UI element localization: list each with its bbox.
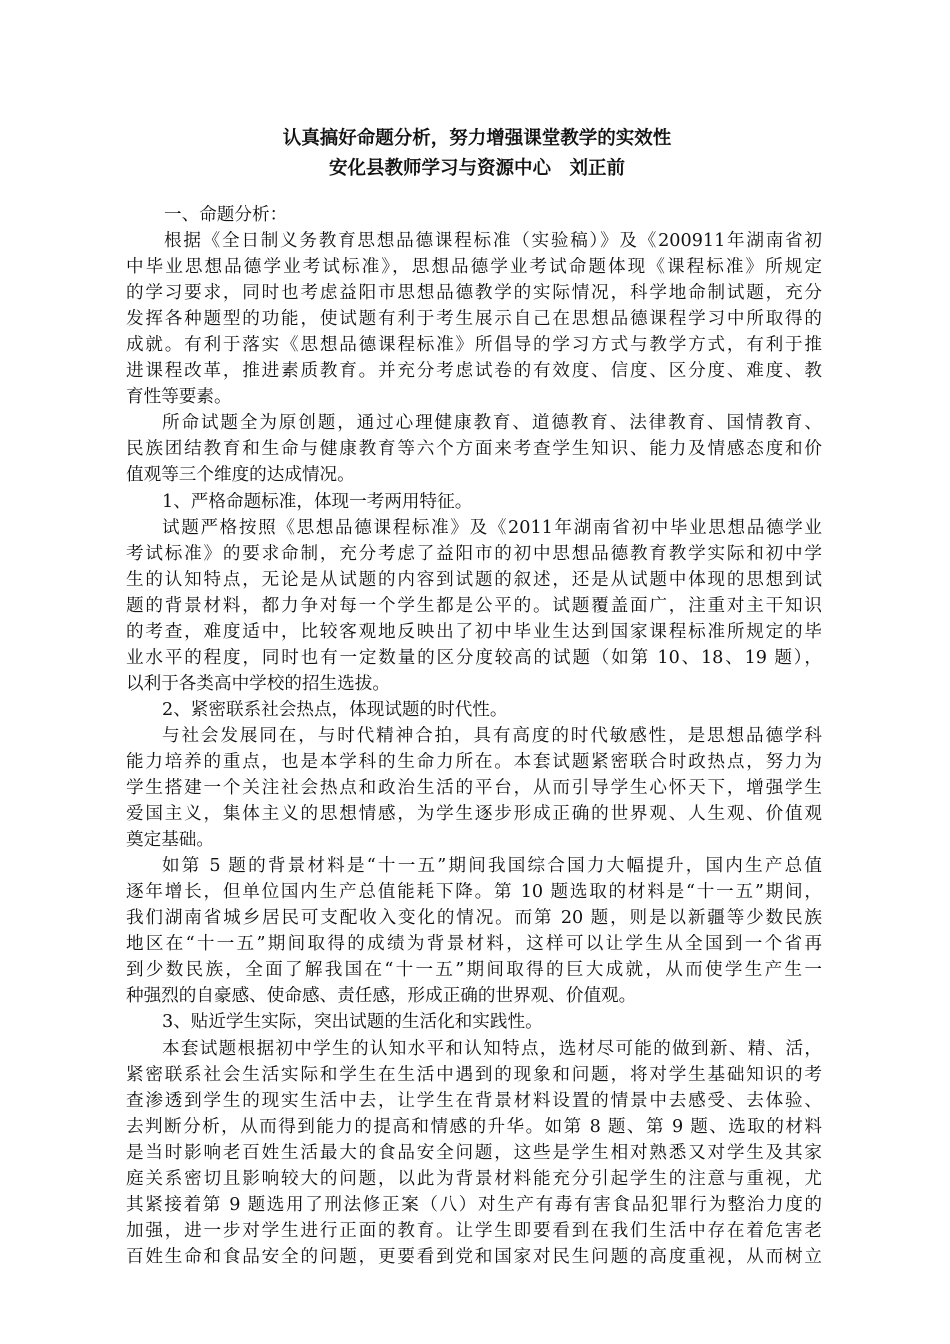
body-line: 到少数民族，全面了解我国在“十一五”期间取得的巨大成就，从而使学生产生一 <box>126 960 822 981</box>
body-text <box>126 202 822 1270</box>
body-line: 庭关系密切且影响较大的问题，以此为背景材料能充分引起学生的注意与重视，尤 <box>126 1168 822 1189</box>
body-line: 的学习要求，同时也考虑益阳市思想品德教学的实际情况，科学地命制试题，充分 <box>126 283 822 304</box>
body-line: 民族团结教育和生命与健康教育等六个方面来考查学生知识、能力及情感态度和价 <box>126 439 822 460</box>
body-line: 中毕业思想品德学业考试标准》，思想品德学业考试命题体现《课程标准》所规定 <box>126 257 822 278</box>
body-line: 能力培养的重点，也是本学科的生命力所在。本套试题紧密联合时政热点，努力为 <box>126 751 822 772</box>
body-line: 我们湖南省城乡居民可支配收入变化的情况。而第 20 题，则是以新疆等少数民族 <box>126 908 822 929</box>
body-line: 紧密联系社会生活实际和学生在生活中遇到的现象和问题，将对学生基础知识的考 <box>126 1064 822 1085</box>
body-line: 本套试题根据初中学生的认知水平和认知特点，选材尽可能的做到新、精、活， <box>162 1038 822 1059</box>
body-line: 3、贴近学生实际，突出试题的生活化和实践性。 <box>162 1012 543 1033</box>
body-line: 百姓生命和食品安全的问题，更要看到党和国家对民生问题的高度重视，从而树立 <box>126 1246 822 1267</box>
body-line: 育性等要素。 <box>126 387 232 408</box>
body-line: 加强，进一步对学生进行正面的教育。让学生即要看到在我们生活中存在着危害老 <box>126 1220 822 1241</box>
body-line: 1、严格命题标准，体现一考两用特征。 <box>162 491 473 512</box>
body-line: 以利于各类高中学校的招生选拔。 <box>126 673 390 694</box>
title-block <box>132 124 822 184</box>
body-line: 一、命题分析： <box>164 205 288 225</box>
body-line: 发挥各种题型的功能，使试题有利于考生展示自己在思想品德课程学习中所取得的 <box>126 309 822 330</box>
body-line: 地区在“十一五”期间取得的成绩为背景材料，这样可以让学生从全国到一个省再 <box>126 934 822 955</box>
body-line: 与社会发展同在，与时代精神合拍，具有高度的时代敏感性，是思想品德学科 <box>162 725 822 746</box>
body-line: 业水平的程度，同时也有一定数量的区分度较高的试题（如第 10、18、19 题）， <box>126 647 822 668</box>
body-line: 如第 5 题的背景材料是“十一五”期间我国综合国力大幅提升，国内生产总值 <box>162 856 822 877</box>
document-subtitle: 安化县教师学习与资源中心 刘正前 <box>328 158 625 179</box>
body-line: 学生搭建一个关注社会热点和政治生活的平台，从而引导学生心怀天下，增强学生 <box>126 778 822 799</box>
body-line: 生的认知特点，无论是从试题的内容到试题的叙述，还是从试题中体现的思想到试 <box>126 569 822 590</box>
body-line: 成就。有利于落实《思想品德课程标准》所倡导的学习方式与教学方式，有利于推 <box>126 335 822 356</box>
body-line: 其紧接着第 9 题选用了刑法修正案（八）对生产有毒有害食品犯罪行为整治力度的 <box>126 1194 822 1215</box>
body-line: 试题严格按照《思想品德课程标准》及《2011年湖南省初中毕业思想品德学业 <box>162 517 822 538</box>
body-line: 爱国主义，集体主义的思想情感，为学生逐步形成正确的世界观、人生观、价值观 <box>126 804 822 825</box>
body-line: 所命试题全为原创题，通过心理健康教育、道德教育、法律教育、国情教育、 <box>162 413 822 434</box>
document-title: 认真搞好命题分析，努力增强课堂教学的实效性 <box>282 128 672 149</box>
body-line: 种强烈的自豪感、使命感、责任感，形成正确的世界观、价值观。 <box>126 986 637 1007</box>
body-line: 考试标准》的要求命制，充分考虑了益阳市的初中思想品德教育教学实际和初中学 <box>126 543 822 564</box>
body-line: 题的背景材料，都力争对每一个学生都是公平的。试题覆盖面广，注重对主干知识 <box>126 595 822 616</box>
body-line: 2、紧密联系社会热点，体现试题的时代性。 <box>162 699 508 720</box>
body-line: 逐年增长，但单位国内生产总值能耗下降。第 10 题选取的材料是“十一五”期间， <box>126 882 822 903</box>
body-line: 是当时影响老百姓生活最大的食品安全问题，这些是学生相对熟悉又对学生及其家 <box>126 1142 822 1163</box>
body-line: 进课程改革，推进素质教育。并充分考虑试卷的有效度、信度、区分度、难度、教 <box>126 361 822 382</box>
body-line: 去判断分析，从而得到能力的提高和情感的升华。如第 8 题、第 9 题、选取的材料 <box>126 1116 822 1137</box>
body-line: 的考查，难度适中，比较客观地反映出了初中毕业生达到国家课程标准所规定的毕 <box>126 621 822 642</box>
body-line: 根据《全日制义务教育思想品德课程标准（实验稿）》及《200911年湖南省初 <box>164 231 822 252</box>
body-line: 查渗透到学生的现实生活中去，让学生在背景材料设置的情景中去感受、去体验、 <box>126 1090 822 1111</box>
body-line: 奠定基础。 <box>126 830 214 851</box>
body-line: 值观等三个维度的达成情况。 <box>126 465 355 486</box>
